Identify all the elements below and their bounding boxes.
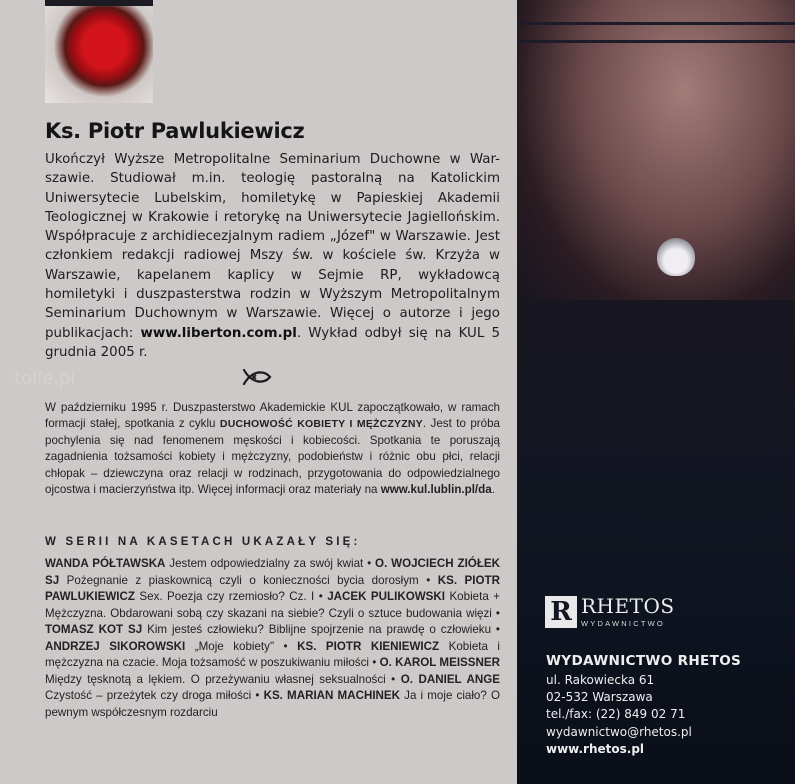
series-list [45, 556, 500, 721]
rose-top-stripe [45, 0, 153, 6]
bio-line: Jest członkiem redakcji radiowej Mszy św. w kościele św. Krzyża w [45, 229, 500, 264]
series-author: O. DANIEL ANGE [400, 672, 500, 686]
publisher-city: 02-532 Warszawa [546, 690, 653, 705]
photo-skin [517, 0, 795, 300]
series-title: Kobieta + Mężczyzna. Obdarowani sobą czy skazani na siebie? Czyli o sztuce budowania więzi • [45, 590, 500, 620]
series-title: Kim jesteś człowieku? Biblijne spojrzenie na prawdę o człowieku • [142, 623, 500, 636]
publisher-phone: tel./fax: (22) 849 02 71 [546, 707, 686, 722]
bio-line: Teologicznej w Krakowie i retorykę na Uniwersytecie Jagiellońskim. [45, 209, 500, 225]
logo-subtitle: WYDAWNICTWO [581, 619, 665, 628]
series-author: KS. MARIAN MACHINEK [263, 689, 401, 702]
logo-name: RHETOS [581, 594, 675, 618]
ichthys-fish-icon [240, 366, 274, 388]
bio-line: Ukończył Wyższe Metropolitalne Seminarium Duchowne w War- [45, 152, 500, 167]
intro-text: W październiku 1995 r. Duszpasterstwo Akademickie KUL zapoczątkowało, w ramach formacji stałej, spotkania z cyklu [45, 401, 500, 431]
rhetos-logo [545, 596, 695, 630]
author-bio [45, 150, 500, 362]
bio-line: i duszpasterstwa rodzin w Wyższym Metropolitalnym Seminarium [45, 287, 500, 322]
publisher-web[interactable]: www.rhetos.pl [546, 741, 645, 756]
bio-link[interactable]: www.liberton.com.pl [140, 325, 297, 341]
rose-photo [45, 0, 153, 103]
series-title: Pożegnanie z piaskownicą czyli o konieczności bycia dorosłym • [59, 573, 438, 587]
logo-mark-icon [545, 596, 577, 628]
intro-text: . Jest to próba pochylenia się nad fenomenem męskości i kobiecości. Spotkania te poruszają zagadnienia tożsamości kobiety i mężczyzny, podobieństw i różnic obu płci, relacji chłopak – dziewczyna oraz relacji w rodzinach, przygotowania do odpowiedzialnego ojcostwa i macierzyństwa itp. Więcej informacji oraz materiały na [45, 417, 500, 497]
bio-line: szawie. Studiował m.in. teologię pastoralną na Katolickim [45, 171, 500, 187]
series-title: Sex. Poezja czy rzemiosło? Cz. I • [134, 590, 328, 603]
series-author: O. KAROL MEISSNER [379, 656, 500, 669]
bio-end: . Wykład odbył się na KUL 5 grudnia 2005 r. [45, 325, 500, 360]
series-title: Jestem odpowiedzialny za swój kwiat • [165, 557, 376, 570]
watermark: tolle.pl [14, 368, 76, 389]
bio-line: Uniwersytecie Lubelskim, homiletykę w Papieskiej Akademii [45, 190, 500, 206]
publisher-email[interactable]: wydawnictwo@rhetos.pl [546, 724, 692, 739]
series-author: ANDRZEJ SIKOROWSKI [45, 639, 186, 653]
series-author: KS. PIOTR PAWLUKIEWICZ [45, 573, 500, 603]
intro-link[interactable]: www.kul.lublin.pl/da [380, 483, 492, 497]
logo-letter: R [550, 597, 572, 627]
cycle-name: DUCHOWOŚĆ KOBIETY I MĘŻCZYZNY [219, 418, 423, 431]
series-author: KS. PIOTR KIENIEWICZ [297, 639, 440, 653]
bio-line: Warszawie, kapelanem kaplicy w Sejmie RP, wykładowcą homiletyki [45, 267, 500, 303]
intro-end: . [491, 483, 495, 497]
series-author: O. WOJCIECH ZIÓŁEK SJ [45, 557, 501, 587]
series-title: Czystość – przeżytek czy droga miłości • [45, 689, 264, 702]
series-author: JACEK PULIKOWSKI [327, 590, 446, 603]
bio-line: Współpracuje z archidiecezjalnym radiem „Józef" w Warszawie. [45, 229, 476, 245]
intro-paragraph [45, 400, 500, 498]
series-author: TOMASZ KOT SJ [45, 623, 143, 636]
publisher-street: ul. Rakowiecka 61 [546, 673, 655, 687]
series-author: WANDA PÓŁTAWSKA [45, 557, 166, 570]
series-title: „Moje kobiety" • [185, 639, 298, 653]
publisher-name: WYDAWNICTWO RHETOS [546, 653, 742, 669]
series-heading: W SERII NA KASETACH UKAZAŁY SIĘ: [45, 536, 361, 548]
photo-band [517, 40, 795, 43]
publisher-address [546, 653, 776, 758]
photo-band [517, 22, 795, 25]
bio-line: Duchownym w Warszawie. Więcej o autorze i jego publikacjach: [45, 306, 500, 341]
series-title: Ja i moje ciało? O pewnym współczesnym rozdarciu [45, 689, 500, 719]
photo-highlight [657, 238, 695, 276]
author-name: Ks. Piotr Pawlukiewicz [45, 119, 305, 143]
series-title: Między tęsknotą a lękiem. O przeżywaniu własnej seksualności • [45, 672, 401, 686]
series-title: Kobieta i mężczyzna na czacie. Moja tożsamość w poszukiwaniu miłości • [45, 639, 500, 669]
